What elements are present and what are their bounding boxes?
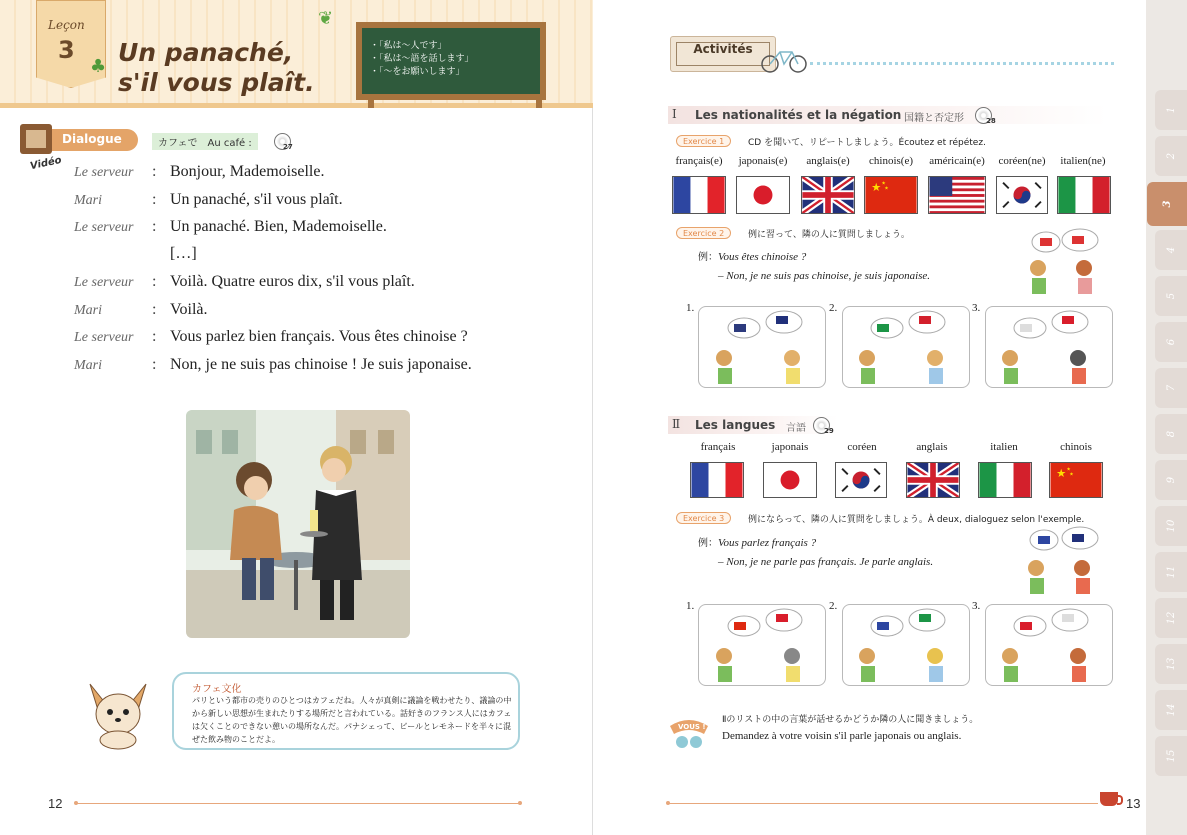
side-tab-lesson-13[interactable]: [1155, 644, 1187, 684]
dialogue-line: Un panaché, s'il vous plaît.: [170, 191, 343, 208]
goal-item: ・「私は～語を話します」: [370, 54, 474, 64]
language-label: français: [700, 441, 736, 453]
side-tab-lesson-6[interactable]: [1155, 322, 1187, 362]
dialogue-line: Vous parlez bien français. Vous êtes chinoise ?: [170, 328, 468, 345]
side-tab-label: 15: [1165, 749, 1177, 763]
vine-icon: ❦: [318, 8, 334, 29]
speaker: Mari: [74, 358, 102, 373]
side-tab-lesson-5[interactable]: [1155, 276, 1187, 316]
side-tab-lesson-15[interactable]: [1155, 736, 1187, 776]
side-tab-lesson-12[interactable]: [1155, 598, 1187, 638]
cafe-illustration: [186, 410, 410, 638]
language-label: coréen: [847, 441, 877, 453]
example-label: 例：: [698, 538, 718, 549]
side-tab-lesson-1[interactable]: [1155, 90, 1187, 130]
china-flag-icon: [864, 176, 918, 214]
colon: :: [152, 163, 157, 180]
goal-item: ・「～をお願いします」: [370, 67, 465, 77]
footer-dot: [74, 801, 78, 805]
side-tab-label: 14: [1165, 703, 1177, 717]
vous-badge-icon: [668, 716, 710, 750]
example-speakers-illustration: [1024, 228, 1114, 296]
vous-badge-text: VOUS !: [678, 723, 706, 731]
svg-text:★: ★: [1056, 466, 1067, 481]
side-tab-label: 6: [1165, 338, 1177, 346]
dialogue-line: Voilà.: [170, 301, 208, 318]
scene-number: 3.: [972, 302, 981, 314]
france-flag-icon: [672, 176, 726, 214]
section-title-jp: 言語: [786, 423, 806, 434]
video-film-icon[interactable]: [20, 124, 52, 154]
example-question: Vous êtes chinoise ?: [718, 251, 807, 263]
header-band-border: [0, 103, 593, 108]
culture-title: カフェ文化: [192, 684, 242, 695]
side-tab-label: 5: [1165, 292, 1177, 300]
footer-dot: [666, 801, 670, 805]
scene-number: 2.: [829, 600, 838, 612]
nationality-label: anglais(e): [806, 155, 850, 167]
culture-text: パリという都市の売りのひとつはカフェだね。人々が真剣に議論を戦わせたり、議論の中から新しい思想が生まれたりする場所だと言われている。話好きのフランス人にはカフェは欠くことのできない憩いの場所なんだ。パナシェって、ビールとレモネードを半々に混ぜた飲み物のことだよ。: [192, 696, 512, 744]
italy-flag-icon: [1057, 176, 1111, 214]
svg-text:★: ★: [884, 186, 889, 192]
colon: :: [152, 301, 157, 318]
side-tab-label: 2: [1165, 152, 1177, 160]
dog-mascot: [78, 674, 158, 750]
section-title-jp: 国籍と否定形: [904, 113, 964, 124]
dotted-rule: [810, 62, 1114, 65]
exercise-3-example: [698, 534, 933, 571]
dialogue-line: […]: [170, 245, 197, 262]
lesson-title: [118, 38, 358, 98]
language-label: japonais: [771, 441, 809, 453]
dialogue-line: Un panaché. Bien, Mademoiselle.: [170, 218, 387, 235]
side-tab-label: 9: [1165, 476, 1177, 484]
nationality-label: japonais(e): [738, 155, 788, 167]
lesson-word: Leçon: [48, 18, 85, 32]
nationality-label: français(e): [675, 155, 723, 167]
example-speakers-illustration: [1018, 526, 1112, 598]
nationality-label: italien(ne): [1060, 155, 1106, 167]
culture-note-box: [172, 672, 520, 750]
exercise-2-example: [698, 248, 930, 285]
dialogue-section-label: Dialogue: [62, 132, 122, 146]
korea-flag-icon: [996, 176, 1048, 214]
video-label: Vidéo: [29, 154, 63, 173]
section-roman: Ⅱ: [672, 417, 681, 431]
section-1-header: [668, 106, 1108, 124]
cd-track-number: 27: [283, 143, 293, 151]
speaker: Le serveur: [74, 330, 134, 345]
speaker: Le serveur: [74, 165, 134, 180]
dialogue-line: Voilà. Quatre euros dix, s'il vous plaît.: [170, 273, 415, 290]
side-tab-lesson-9[interactable]: [1155, 460, 1187, 500]
lesson-title-line1: Un panaché,: [118, 38, 294, 67]
clover-icon: ♣: [90, 56, 107, 77]
exercise-3-instruction: 例にならって、隣の人に質問をしましょう。À deux, dialoguez selon l'exemple.: [748, 515, 1085, 525]
cd-track-number: 28: [986, 117, 996, 125]
china-flag-icon: [1049, 462, 1103, 498]
bicycle-icon: [760, 44, 808, 74]
scene-number: 1.: [686, 600, 695, 612]
example-label: 例：: [698, 252, 718, 263]
scene-people-row-1: [700, 308, 1110, 388]
nationality-label: coréen(ne): [998, 155, 1046, 167]
side-tab-lesson-14[interactable]: [1155, 690, 1187, 730]
footer-rule: [76, 803, 520, 804]
language-label: chinois: [1060, 441, 1092, 453]
speaker: Mari: [74, 193, 102, 208]
example-question: Vous parlez français ?: [718, 537, 817, 549]
scene-number: 1.: [686, 302, 695, 314]
speaker: Le serveur: [74, 275, 134, 290]
side-tab-lesson-7[interactable]: [1155, 368, 1187, 408]
side-tab-lesson-3[interactable]: [1147, 182, 1187, 226]
example-answer: – Non, je ne suis pas chinoise, je suis japonaise.: [718, 270, 931, 282]
page-number-left: 12: [48, 796, 63, 811]
board-leg: [536, 100, 542, 108]
dialogue-line: Bonjour, Mademoiselle.: [170, 163, 325, 180]
footer-rule: [668, 803, 1098, 804]
section-title: Les nationalités et la négation: [695, 108, 902, 122]
scene-number: 3.: [972, 600, 981, 612]
side-tab-label: 1: [1165, 106, 1177, 114]
side-tab-label: 10: [1165, 519, 1177, 533]
goal-item: ・「私は～人です」: [370, 41, 447, 51]
exercise-1-badge: Exercice 1: [676, 135, 731, 147]
side-tab-label: 8: [1165, 430, 1177, 438]
usa-flag-icon: [928, 176, 986, 214]
speaker: Mari: [74, 303, 102, 318]
exercise-2-instruction: 例に習って、隣の人に質問しましょう。: [748, 230, 910, 240]
side-tab-label: 4: [1165, 246, 1177, 254]
svg-text:★: ★: [871, 180, 882, 195]
lesson-number: 3: [58, 36, 75, 64]
korea-flag-icon: [835, 462, 887, 498]
side-tab-label: 7: [1165, 384, 1177, 392]
language-label: anglais: [916, 441, 948, 453]
section-roman: Ⅰ: [672, 107, 677, 121]
page-number-right: 13: [1126, 796, 1141, 811]
board-leg: [368, 100, 374, 108]
italy-flag-icon: [978, 462, 1032, 498]
colon: :: [152, 218, 157, 235]
svg-text:★: ★: [881, 181, 886, 187]
colon: :: [152, 328, 157, 345]
side-tab-lesson-2[interactable]: [1155, 136, 1187, 176]
vous-instruction-fr: Demandez à votre voisin s'il parle japonais ou anglais.: [722, 730, 962, 742]
cd-track-number: 29: [824, 427, 834, 435]
exercise-2-badge: Exercice 2: [676, 227, 731, 239]
side-tab-label: 11: [1165, 565, 1177, 579]
dialogue-line: Non, je ne suis pas chinoise ! Je suis japonaise.: [170, 356, 472, 373]
japan-flag-icon: [763, 462, 817, 498]
side-tab-lesson-10[interactable]: [1155, 506, 1187, 546]
colon: :: [152, 191, 157, 208]
exercise-3-badge: Exercice 3: [676, 512, 731, 524]
side-tab-label: 12: [1165, 611, 1177, 625]
svg-text:★: ★: [1069, 472, 1074, 478]
france-flag-icon: [690, 462, 744, 498]
speaker: Le serveur: [74, 220, 134, 235]
svg-text:★: ★: [1066, 467, 1071, 473]
exercise-1-instruction: CD を聞いて、リピートしましょう。Écoutez et répétez.: [748, 138, 986, 148]
colon: :: [152, 356, 157, 373]
nationality-label: chinois(e): [869, 155, 913, 167]
footer-dot: [518, 801, 522, 805]
scene-people-row-2: [700, 606, 1110, 686]
section-title: Les langues: [695, 418, 776, 432]
activites-label: Activités: [693, 42, 753, 56]
colon: :: [152, 273, 157, 290]
side-tab-label: 13: [1165, 657, 1177, 671]
vous-instruction-jp: Ⅱのリストの中の言葉が話せるかどうか隣の人に聞きましょう。: [722, 715, 979, 725]
side-tab-lesson-11[interactable]: [1155, 552, 1187, 592]
uk-flag-icon: [906, 462, 960, 498]
side-tab-label: 3: [1161, 200, 1173, 208]
scene-number: 2.: [829, 302, 838, 314]
goals-blackboard: [356, 22, 546, 100]
side-tab-lesson-4[interactable]: [1155, 230, 1187, 270]
nationality-label: américain(e): [929, 155, 985, 167]
example-answer: – Non, je ne parle pas français. Je parle anglais.: [718, 556, 934, 568]
japan-flag-icon: [736, 176, 790, 214]
language-label: italien: [990, 441, 1018, 453]
side-tab-lesson-8[interactable]: [1155, 414, 1187, 454]
coffee-cup-icon: [1100, 792, 1118, 806]
lesson-title-line2: s'il vous plaît.: [118, 68, 315, 97]
location-label: カフェで Au café :: [152, 133, 258, 150]
uk-flag-icon: [801, 176, 855, 214]
